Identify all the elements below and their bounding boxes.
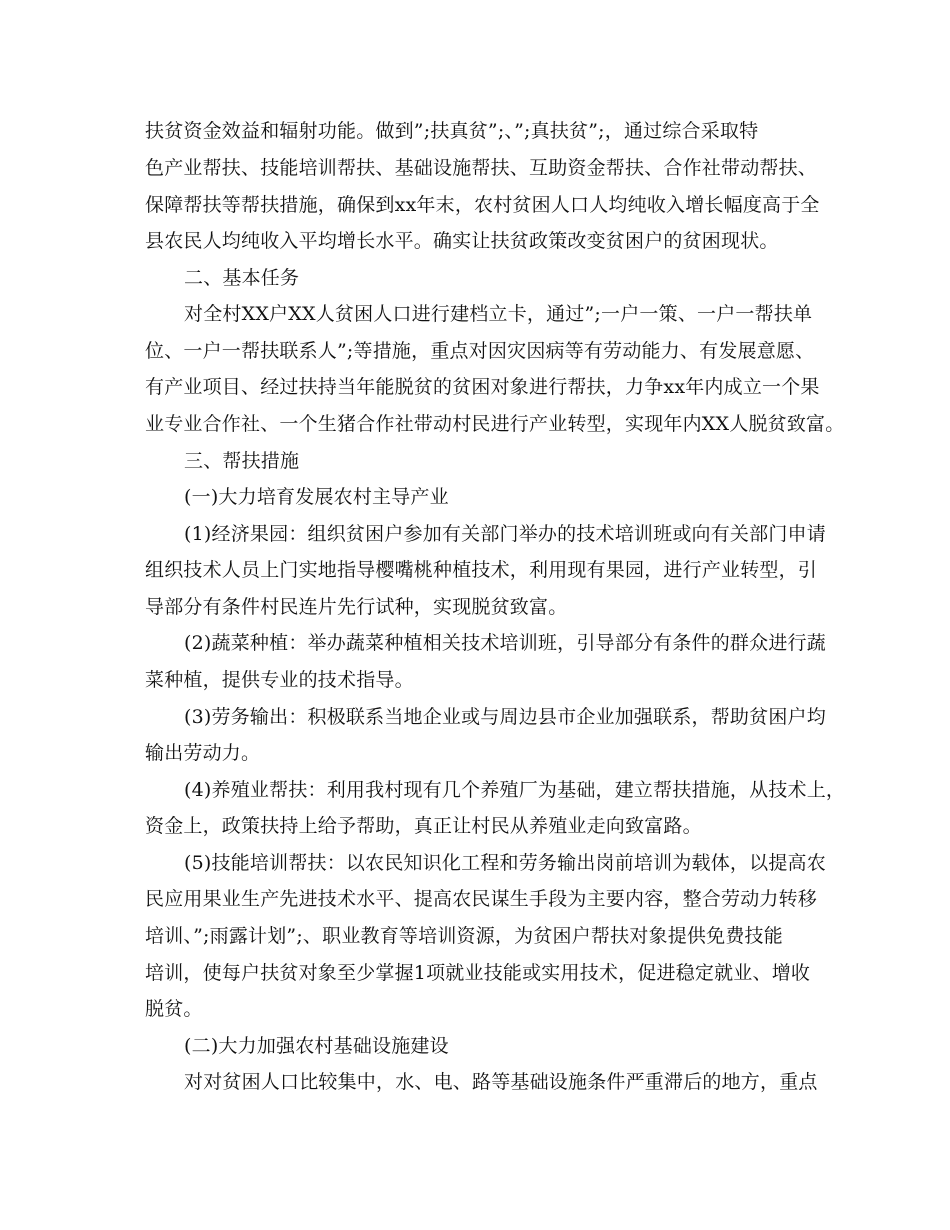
body-text-line: 位、一户一帮扶联系人”;等措施，重点对因灾因病等有劳动能力、有发展意愿、 — [145, 340, 815, 362]
subsection-heading: (二)大力加强农村基础设施建设 — [184, 1035, 449, 1057]
body-text-line: 色产业帮扶、技能培训帮扶、基础设施帮扶、互助资金帮扶、合作社带动帮扶、 — [145, 157, 818, 179]
body-text-line: 民应用果业生产先进技术水平、提高农民谋生手段为主要内容，整合劳动力转移 — [145, 888, 818, 910]
body-text-line: (3)劳务输出：积极联系当地企业或与周边县市企业加强联系，帮助贫困户均 — [184, 706, 826, 728]
body-text-line: (1)经济果园：组织贫困户参加有关部门举办的技术培训班或向有关部门申请 — [184, 523, 826, 545]
body-text-line: (5)技能培训帮扶：以农民知识化工程和劳务输出岗前培训为载体，以提高农 — [184, 852, 826, 874]
body-text-line: 菜种植，提供专业的技术指导。 — [145, 669, 414, 691]
body-text-line: 县农民人均纯收入平均增长水平。确实让扶贫政策改变贫困户的贫困现状。 — [145, 230, 779, 252]
body-text-line: 扶贫资金效益和辐射功能。做到”;扶真贫”;、”;真扶贫”;，通过综合采取特 — [145, 120, 759, 142]
body-text-line: 资金上，政策扶持上给予帮助，真正让村民从养殖业走向致富路。 — [145, 815, 702, 837]
body-text-line: 有产业项目、经过扶持当年能脱贫的贫困对象进行帮扶，力争xx年内成立一个果 — [145, 376, 820, 398]
body-text-line: 组织技术人员上门实地指导樱嘴桃种植技术，利用现有果园，进行产业转型，引 — [145, 559, 818, 581]
section-heading: 三、帮扶措施 — [184, 450, 300, 472]
body-text-line: 培训、”;雨露计划”;、职业教育等培训资源，为贫困户帮扶对象提供免费技能 — [145, 925, 783, 947]
body-text-line: 保障帮扶等帮扶措施，确保到xx年末，农村贫困人口人均纯收入增长幅度高于全 — [145, 194, 820, 216]
body-text-line: 业专业合作社、一个生猪合作社带动村民进行产业转型，实现年内XX人脱贫致富。 — [145, 413, 845, 435]
body-text-line: (2)蔬菜种植：举办蔬菜种植相关技术培训班，引导部分有条件的群众进行蔬 — [184, 632, 826, 654]
body-text-line: (4)养殖业帮扶：利用我村现有几个养殖厂为基础，建立帮扶措施，从技术上， — [184, 779, 846, 801]
body-text-line: 对全村XX户XX人贫困人口进行建档立卡，通过”;一户一策、一户一帮扶单 — [184, 303, 813, 325]
body-text-line: 导部分有条件村民连片先行试种，实现脱贫致富。 — [145, 596, 568, 618]
body-text-line: 脱贫。 — [145, 998, 203, 1020]
section-heading: 二、基本任务 — [184, 267, 300, 289]
body-text-line: 对对贫困人口比较集中，水、电、路等基础设施条件严重滞后的地方，重点 — [184, 1071, 818, 1093]
body-text-line: 培训，使每户扶贫对象至少掌握1项就业技能或实用技术，促进稳定就业、增收 — [145, 962, 811, 984]
subsection-heading: (一)大力培育发展农村主导产业 — [184, 486, 449, 508]
body-text-line: 输出劳动力。 — [145, 742, 261, 764]
